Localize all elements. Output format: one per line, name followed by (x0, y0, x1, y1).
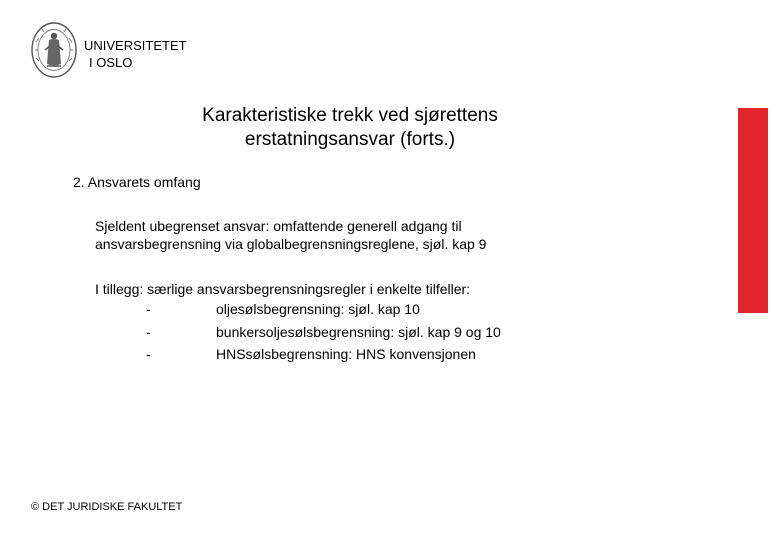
university-name (84, 37, 187, 71)
university-seal-icon (30, 20, 78, 80)
list-item-text: oljesølsbegrensning: sjøl. kap 10 (216, 301, 420, 317)
list-item (95, 321, 501, 344)
title-line-2: erstatningsansvar (forts.) (244, 129, 456, 150)
footer-copyright: © DET JURIDISKE FAKULTET (31, 501, 183, 513)
paragraph-2-intro: I tillegg: særlige ansvarsbegrensningsregler i enkelte tilfeller: (95, 281, 471, 297)
paragraph-1-line-2: ansvarsbegrensning via globalbegrensningsreglene, sjøl. kap 9 (95, 236, 487, 252)
paragraph-1-line-1: Sjeldent ubegrenset ansvar: omfattende generell adgang til (95, 218, 462, 234)
paragraph-2 (95, 280, 501, 366)
paragraph-1 (95, 217, 486, 253)
list-item-text: bunkersoljesølsbegrensning: sjøl. kap 9 og 10 (216, 323, 501, 340)
list-dash: - (146, 301, 151, 317)
accent-bar (738, 108, 768, 313)
section-heading: 2. Ansvarets omfang (73, 174, 201, 190)
list-dash: - (146, 346, 151, 362)
list-item-text: HNSsølsbegrensning: HNS konvensjonen (216, 346, 476, 362)
list-item (95, 343, 476, 366)
university-line-1: UNIVERSITETET (84, 38, 187, 53)
list-dash: - (146, 323, 151, 340)
slide-title (120, 104, 580, 152)
university-line-2: I OSLO (89, 55, 133, 70)
list-item (95, 298, 470, 321)
title-line-1: Karakteristiske trekk ved sjørettens (202, 105, 498, 126)
